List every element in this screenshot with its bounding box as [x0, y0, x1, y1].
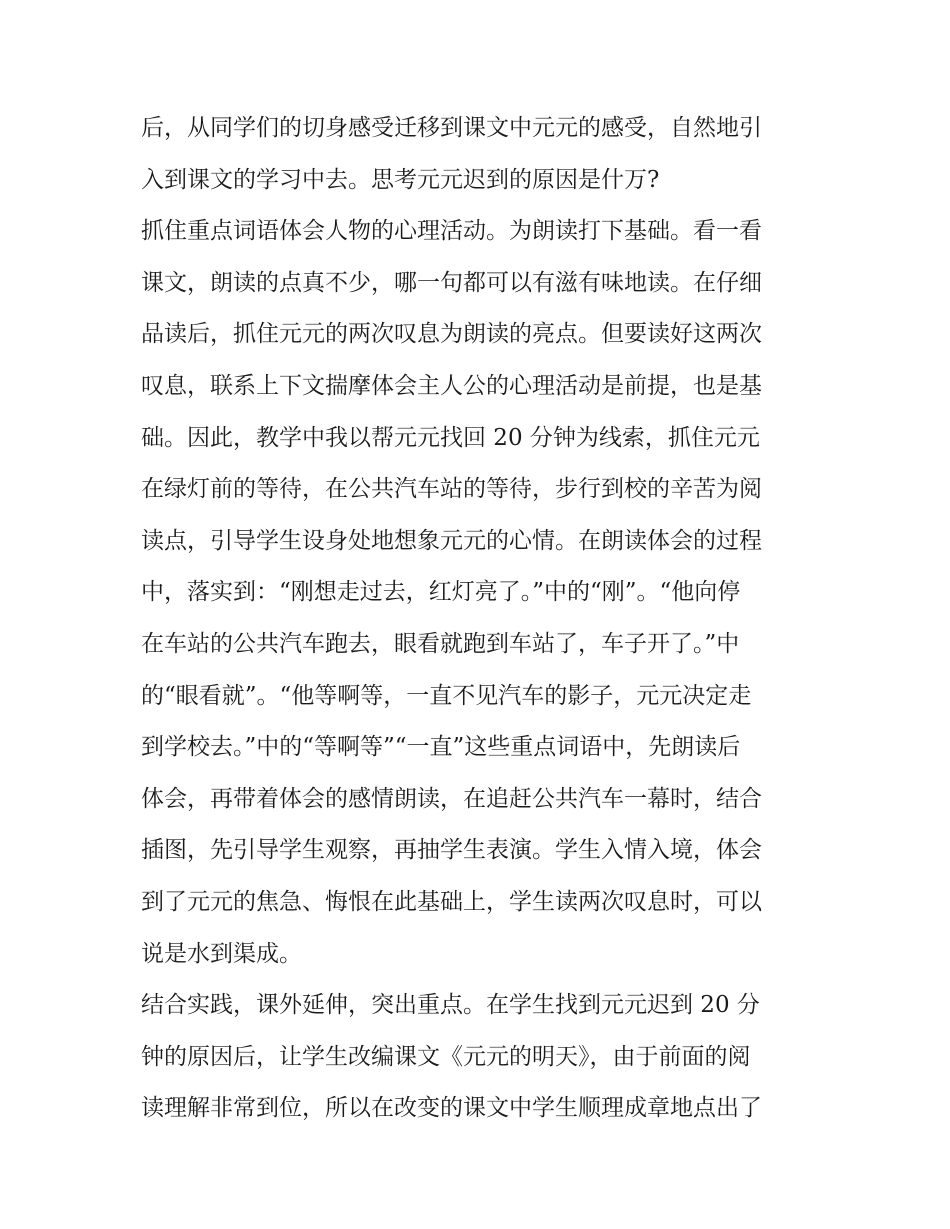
text-line: 在车站的公共汽车跑去，眼看就跑到车站了，车子开了。”中: [141, 630, 740, 657]
text-line: 读理解非常到位，所以在改变的课文中学生顺理成章地点出了: [141, 1095, 762, 1122]
text-line: 体会，再带着体会的感情朗读，在追赶公共汽车一幕时，结合: [141, 785, 762, 812]
text-line: 插图，先引导学生观察，再抽学生表演。学生入情入境，体会: [141, 837, 762, 864]
text-line: 到了元元的焦急、悔恨在此基础上，学生读两次叹息时，可以: [141, 888, 762, 915]
body-text: [141, 108, 821, 1140]
text-line: 后，从同学们的切身感受迁移到课文中元元的感受，自然地引: [141, 115, 762, 141]
text-line: 课文，朗读的点真不少，哪一句都可以有滋有味地读。在仔细: [141, 269, 762, 296]
text-line: 结合实践，课外延伸，突出重点。在学生找到元元迟到 20 分: [141, 992, 760, 1019]
text-line: 读点，引导学生设身处地想象元元的心情。在朗读体会的过程: [141, 527, 762, 554]
text-line: 的“眼看就”。“他等啊等，一直不见汽车的影子，元元决定走: [141, 682, 752, 709]
text-line: 叹息，联系上下文揣摩体会主人公的心理活动是前提，也是基: [141, 372, 762, 399]
text-line: 到学校去。”中的“等啊等”“一直”这些重点词语中，先朗读后: [141, 734, 741, 761]
text-line: 础。因此，教学中我以帮元元找回 20 分钟为线索，抓住元元: [141, 424, 760, 451]
text-line: 中，落实到：“刚想走过去，红灯亮了。”中的“刚”。“他向停: [141, 579, 741, 606]
text-line: 品读后，抓住元元的两次叹息为朗读的亮点。但要读好这两次: [141, 321, 762, 348]
text-line: 说是水到渠成。: [141, 940, 302, 967]
text-line: 在绿灯前的等待，在公共汽车站的等待，步行到校的辛苦为阅: [141, 476, 762, 503]
text-line: 入到课文的学习中去。思考元元迟到的原因是什万?: [141, 166, 660, 193]
text-line: 钟的原因后，让学生改编课文《元元的明天》，由于前面的阅: [141, 1043, 751, 1070]
text-line: 抓住重点词语体会人物的心理活动。为朗读打下基础。看一看: [141, 218, 762, 245]
